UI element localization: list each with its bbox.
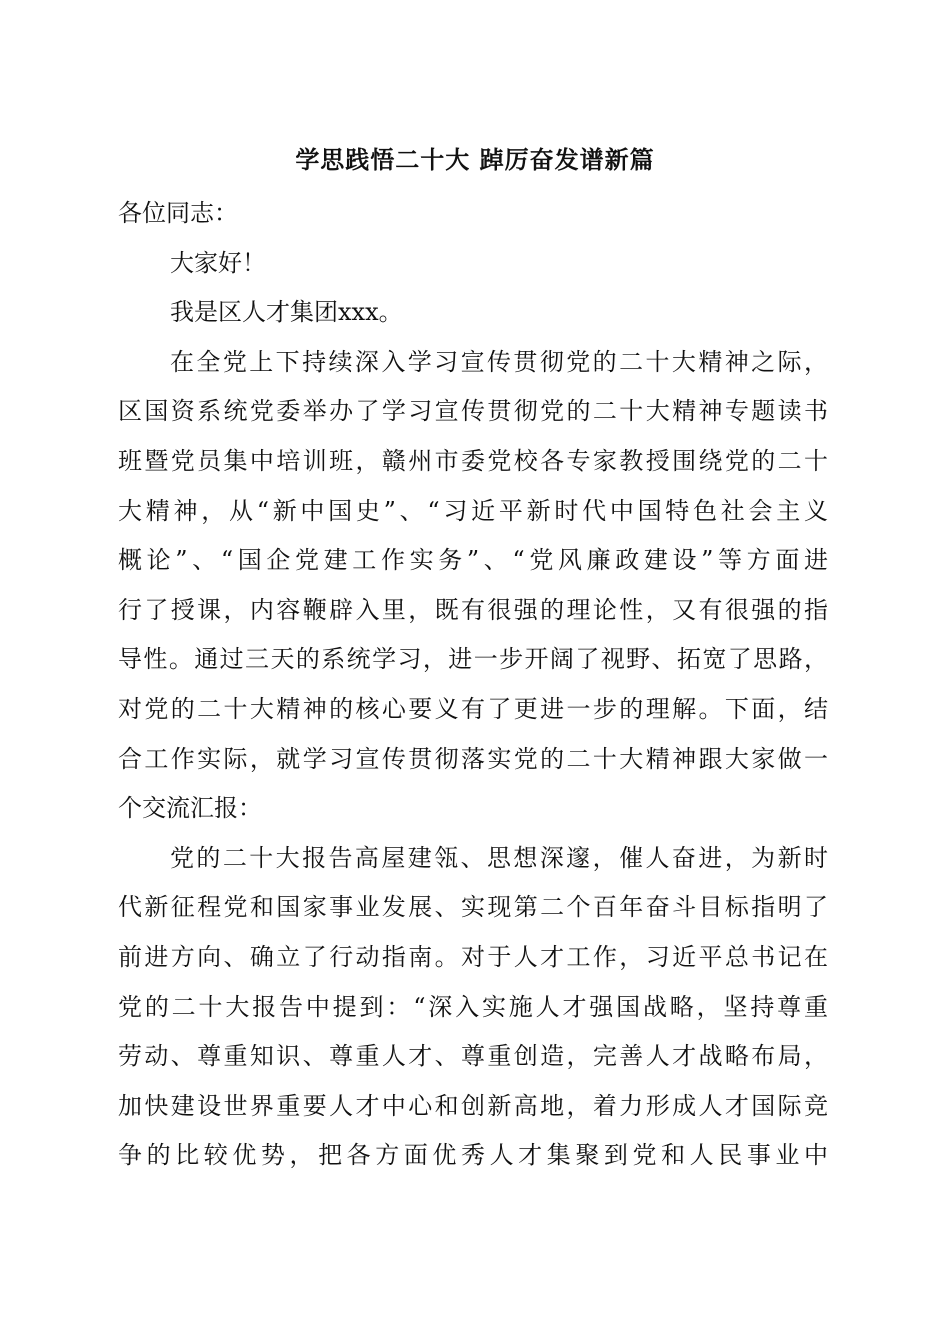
text-line: 概论”、“国企党建工作实务”、“党风廉政建设”等方面进 — [118, 546, 828, 575]
text-line: 党的二十大报告中提到：“深入实施人才强国战略，坚持尊重 — [118, 992, 828, 1021]
text-line: 争的比较优势，把各方面优秀人才集聚到党和人民事业中 — [118, 1141, 828, 1170]
text-line: 班暨党员集中培训班，赣州市委党校各专家教授围绕党的二十 — [118, 446, 828, 475]
text-line: 在全党上下持续深入学习宣传贯彻党的二十大精神之际， — [170, 347, 828, 376]
text-line: 加快建设世界重要人才中心和创新高地，着力形成人才国际竞 — [118, 1091, 828, 1120]
text-line: 个交流汇报： — [118, 794, 262, 823]
text-line: 大精神，从“新中国史”、“习近平新时代中国特色社会主义 — [118, 496, 828, 525]
text-line: 代新征程党和国家事业发展、实现第二个百年奋斗目标指明了 — [118, 893, 828, 922]
text-line: 行了授课，内容鞭辟入里，既有很强的理论性，又有很强的指 — [118, 595, 828, 624]
text-line: 我是区人才集团xxx。 — [170, 298, 403, 327]
text-line: 前进方向、确立了行动指南。对于人才工作，习近平总书记在 — [118, 942, 828, 971]
text-line: 导性。通过三天的系统学习，进一步开阔了视野、拓宽了思路， — [118, 645, 828, 674]
text-line: 党的二十大报告高屋建瓴、思想深邃，催人奋进，为新时 — [170, 843, 828, 872]
text-line: 大家好！ — [170, 248, 266, 277]
text-line: 对党的二十大精神的核心要义有了更进一步的理解。下面，结 — [118, 694, 828, 723]
text-line: 区国资系统党委举办了学习宣传贯彻党的二十大精神专题读书 — [118, 397, 828, 426]
text-line: 合工作实际，就学习宣传贯彻落实党的二十大精神跟大家做一 — [118, 744, 828, 773]
document-body — [118, 189, 828, 1181]
document-title: 学思践悟二十大 踔厉奋发谱新篇 — [295, 145, 655, 174]
text-line: 各位同志： — [118, 199, 238, 227]
text-line: 劳动、尊重知识、尊重人才、尊重创造，完善人才战略布局， — [118, 1042, 828, 1071]
